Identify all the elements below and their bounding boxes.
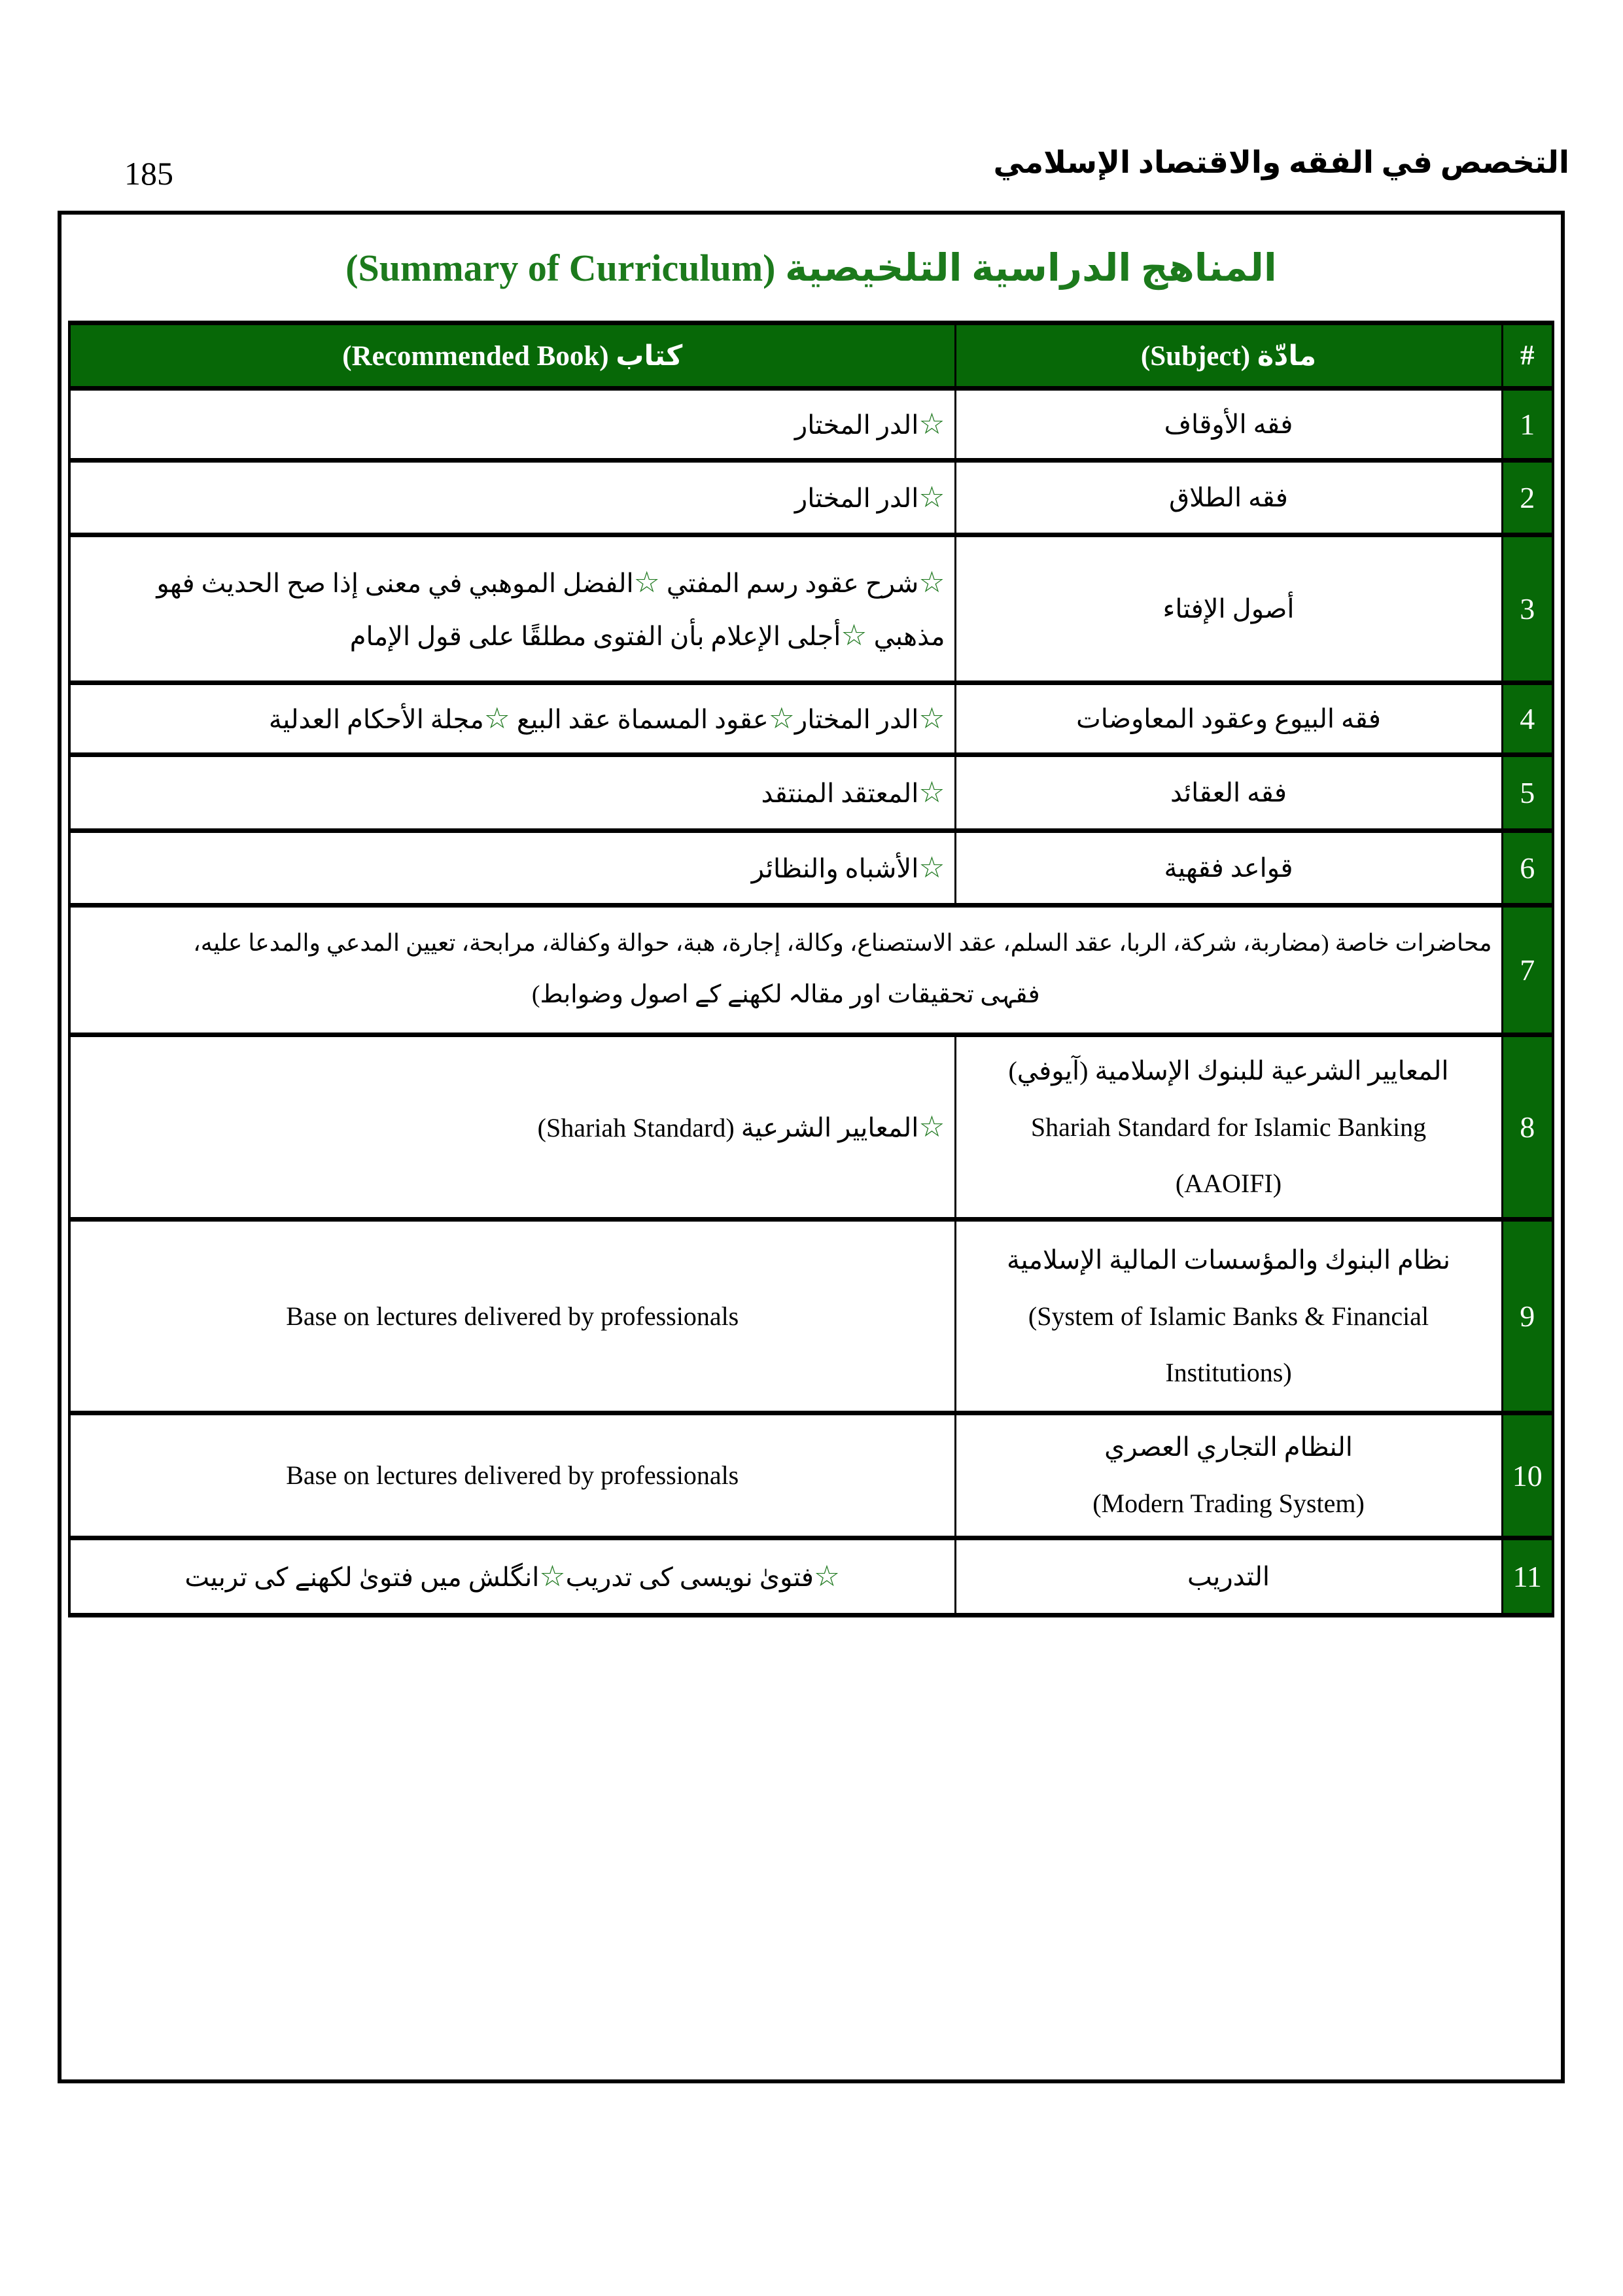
- subject-cell: التدريب: [955, 1538, 1502, 1616]
- star-icon: ☆: [918, 851, 945, 885]
- subject-cell: قواعد فقهية: [955, 831, 1502, 906]
- page-header: [0, 0, 1623, 211]
- book-cell: ☆الدر المختار: [69, 389, 955, 461]
- star-icon: ☆: [918, 481, 945, 514]
- table-row: [69, 535, 1553, 683]
- subject-cell: [955, 1413, 1502, 1538]
- subject-cell: أصول الإفتاء: [955, 535, 1502, 683]
- column-header-number: #: [1502, 323, 1553, 389]
- table-row: [69, 906, 1553, 1035]
- column-header-book: كتاب (Recommended Book): [69, 323, 955, 389]
- table-row: [69, 755, 1553, 831]
- row-number-cell: 6: [1502, 831, 1553, 906]
- column-header-subject: مادّة (Subject): [955, 323, 1502, 389]
- book-cell: ☆المعايير الشرعية (Shariah Standard): [69, 1035, 955, 1220]
- lectures-line-arabic: محاضرات خاصة (مضاربة، شركة، الربا، عقد السلم، عقد الاستصناع، وكالة، إجارة، هبة، حوالة وكفالة، مرابحة، تعيين المدعي والمدعا عليه،: [193, 929, 1492, 956]
- star-icon: ☆: [918, 1110, 945, 1144]
- table-row: [69, 1220, 1553, 1413]
- table-row: [69, 1035, 1553, 1220]
- row-number-cell: 10: [1502, 1413, 1553, 1538]
- row-number-cell: 8: [1502, 1035, 1553, 1220]
- subject-cell: [955, 1035, 1502, 1220]
- table-row: [69, 831, 1553, 906]
- page-number: 185: [124, 155, 173, 192]
- star-icon: ☆: [918, 408, 945, 441]
- star-icon: ☆: [918, 776, 945, 809]
- lectures-cell: [69, 906, 1502, 1035]
- subject-line: Shariah Standard for Islamic Banking: [1030, 1112, 1427, 1142]
- subject-line: النظام التجاري العصري: [1104, 1432, 1353, 1462]
- lectures-line-urdu: فقہی تحقیقات اور مقالہ لکھنے کے اصول وضوابط): [531, 981, 1040, 1009]
- book-cell: ☆الأشباه والنظائر: [69, 831, 955, 906]
- subject-line: المعايير الشرعية للبنوك الإسلامية (آيوفي): [1008, 1055, 1449, 1086]
- table-row: [69, 461, 1553, 535]
- star-icon: ☆: [633, 565, 660, 599]
- book-cell: ☆فتویٰ نویسی کی تدریب☆انگلش میں فتویٰ لکھنے کی تربیت: [69, 1538, 955, 1616]
- star-icon: ☆: [483, 702, 510, 735]
- row-number-cell: 2: [1502, 461, 1553, 535]
- subject-line: نظام البنوك والمؤسسات المالية الإسلامية: [1007, 1245, 1450, 1275]
- row-number-cell: 4: [1502, 683, 1553, 755]
- book-cell: Base on lectures delivered by professionals: [69, 1413, 955, 1538]
- subject-cell: فقه الأوقاف: [955, 389, 1502, 461]
- star-icon: ☆: [918, 565, 945, 599]
- curriculum-box: [58, 211, 1565, 2083]
- subject-cell: فقه العقائد: [955, 755, 1502, 831]
- subject-cell: [955, 1220, 1502, 1413]
- book-cell: ☆المعتقد المنتقد: [69, 755, 955, 831]
- document-header-title: التخصص في الفقه والاقتصاد الإسلامي: [993, 146, 1569, 180]
- table-row: [69, 683, 1553, 755]
- row-number-cell: 1: [1502, 389, 1553, 461]
- row-number-cell: 7: [1502, 906, 1553, 1035]
- star-icon: ☆: [539, 1560, 566, 1593]
- subject-cell: فقه البيوع وعقود المعاوضات: [955, 683, 1502, 755]
- row-number-cell: 3: [1502, 535, 1553, 683]
- star-icon: ☆: [813, 1560, 841, 1593]
- star-icon: ☆: [841, 618, 867, 652]
- table-row: [69, 389, 1553, 461]
- row-number-cell: 11: [1502, 1538, 1553, 1616]
- subject-line: Institutions): [1165, 1357, 1292, 1387]
- star-icon: ☆: [918, 702, 945, 735]
- curriculum-table: [68, 321, 1554, 1617]
- subject-line: (System of Islamic Banks & Financial: [1028, 1301, 1429, 1331]
- row-number-cell: 5: [1502, 755, 1553, 831]
- book-cell: Base on lectures delivered by professionals: [69, 1220, 955, 1413]
- row-number-cell: 9: [1502, 1220, 1553, 1413]
- subject-line: (AAOIFI): [1175, 1168, 1282, 1198]
- table-row: [69, 1413, 1553, 1538]
- subject-line: (Modern Trading System): [1092, 1489, 1365, 1518]
- book-cell: ☆الدر المختار☆عقود المسماة عقد البيع ☆مجلة الأحكام العدلية: [69, 683, 955, 755]
- subject-cell: فقه الطلاق: [955, 461, 1502, 535]
- table-row: [69, 1538, 1553, 1616]
- table-title: المناهج الدراسية التلخيصية (Summary of Curriculum): [345, 247, 1277, 289]
- star-icon: ☆: [768, 702, 795, 735]
- book-cell: ☆الدر المختار: [69, 461, 955, 535]
- book-cell: ☆شرح عقود رسم المفتي ☆الفضل الموهبي في معنى إذا صح الحديث فهو مذهبي ☆أجلى الإعلام بأن الفتوى مطلقًا على قول الإمام: [69, 535, 955, 683]
- table-header-row: [69, 323, 1553, 389]
